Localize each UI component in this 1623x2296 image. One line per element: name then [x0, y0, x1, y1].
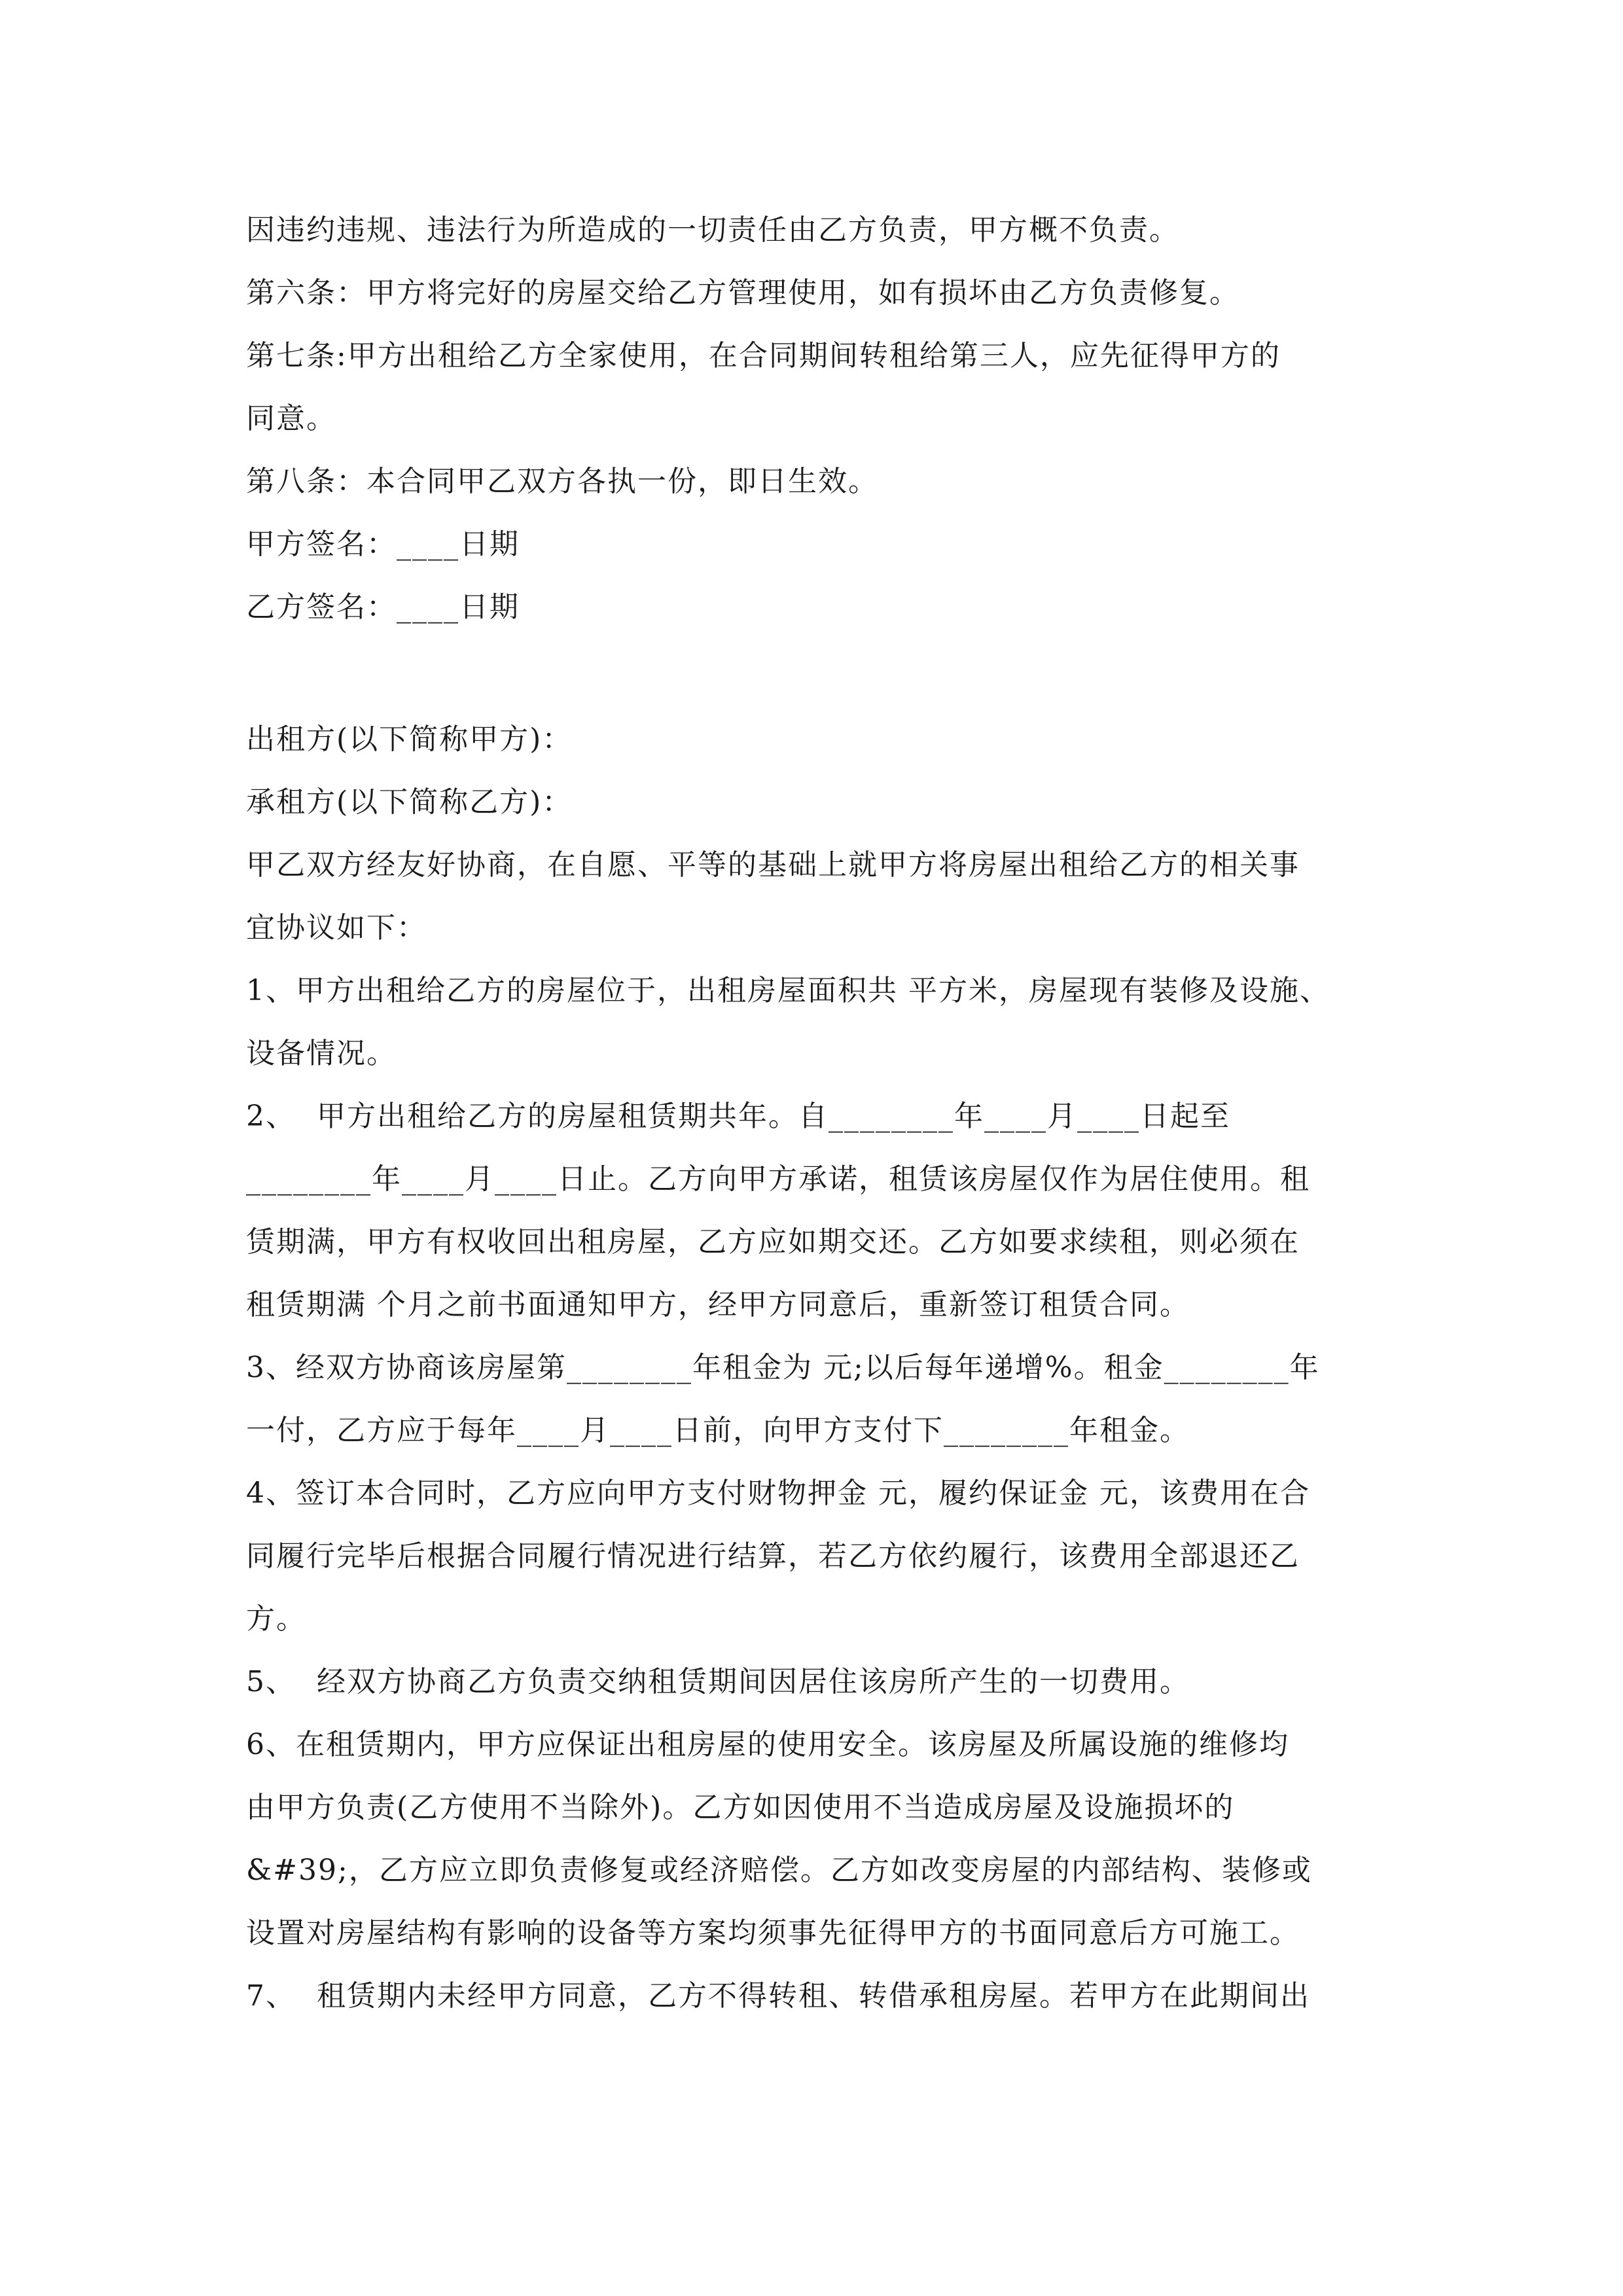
text-line: 由甲方负责(乙方使用不当除外)。乙方如因使用不当造成房屋及设施损坏的 [246, 1791, 1235, 1824]
text-line: 设置对房屋结构有影响的设备等方案均须事先征得甲方的书面同意后方可施工。 [246, 1916, 1300, 1950]
clause-1-line: 1、甲方出租给乙方的房屋位于，出租房屋面积共 平方米，房屋现有装修及设施、 [246, 974, 1330, 1007]
clause-4-line: 4、签订本合同时，乙方应向甲方支付财物押金 元，履约保证金 元，该费用在合 [246, 1477, 1310, 1510]
text-line: 一付，乙方应于每年____月____日前，向甲方支付下________年租金。 [246, 1414, 1190, 1447]
text-line: 甲乙双方经友好协商，在自愿、平等的基础上就甲方将房屋出租给乙方的相关事 [246, 848, 1300, 882]
clause-3-line: 3、经双方协商该房屋第________年租金为 元;以后每年递增%。租金________年 [246, 1351, 1320, 1384]
clause-5-line: 5、 经双方协商乙方负责交纳租赁期间因居住该房所产生的一切费用。 [246, 1665, 1190, 1698]
clause-7-line: 7、 租赁期内未经甲方同意，乙方不得转租、转借承租房屋。若甲方在此期间出 [246, 1979, 1310, 2013]
text-line: 第六条：甲方将完好的房屋交给乙方管理使用，如有损坏由乙方负责修复。 [246, 276, 1240, 310]
text-line: 第八条：本合同甲乙双方各执一份，即日生效。 [246, 465, 878, 498]
text-line: 宜协议如下： [246, 911, 427, 944]
lessee-line: 承租方(以下简称乙方)： [246, 785, 573, 819]
text-line: 因违约违规、违法行为所造成的一切责任由乙方负责，甲方概不负责。 [246, 213, 1179, 247]
text-line: &#39;，乙方应立即负责修复或经济赔偿。乙方如改变房屋的内部结构、装修或 [246, 1854, 1312, 1887]
text-line: 同履行完毕后根据合同履行情况进行结算，若乙方依约履行，该费用全部退还乙 [246, 1539, 1300, 1573]
text-line: 第七条:甲方出租给乙方全家使用，在合同期间转租给第三人，应先征得甲方的 [246, 339, 1281, 372]
text-line: 同意。 [246, 402, 336, 435]
lessor-line: 出租方(以下简称甲方)： [246, 723, 573, 756]
text-line: 设备情况。 [246, 1037, 397, 1070]
text-line: 租赁期满 个月之前书面通知甲方，经甲方同意后，重新签订租赁合同。 [246, 1288, 1190, 1321]
signature-line-party-b: 乙方签名：____日期 [246, 590, 520, 624]
signature-line-party-a: 甲方签名：____日期 [246, 528, 520, 561]
clause-2-line: 2、 甲方出租给乙方的房屋租赁期共年。自________年____月____日起至 [246, 1100, 1230, 1133]
text-line: 赁期满，甲方有权收回出租房屋，乙方应如期交还。乙方如要求续租，则必须在 [246, 1225, 1300, 1259]
clause-6-line: 6、在租赁期内，甲方应保证出租房屋的使用安全。该房屋及所属设施的维修均 [246, 1728, 1289, 1761]
text-line: 方。 [246, 1602, 306, 1636]
text-line: ________年____月____日止。乙方向甲方承诺，租赁该房屋仅作为居住使用。租 [246, 1162, 1310, 1196]
